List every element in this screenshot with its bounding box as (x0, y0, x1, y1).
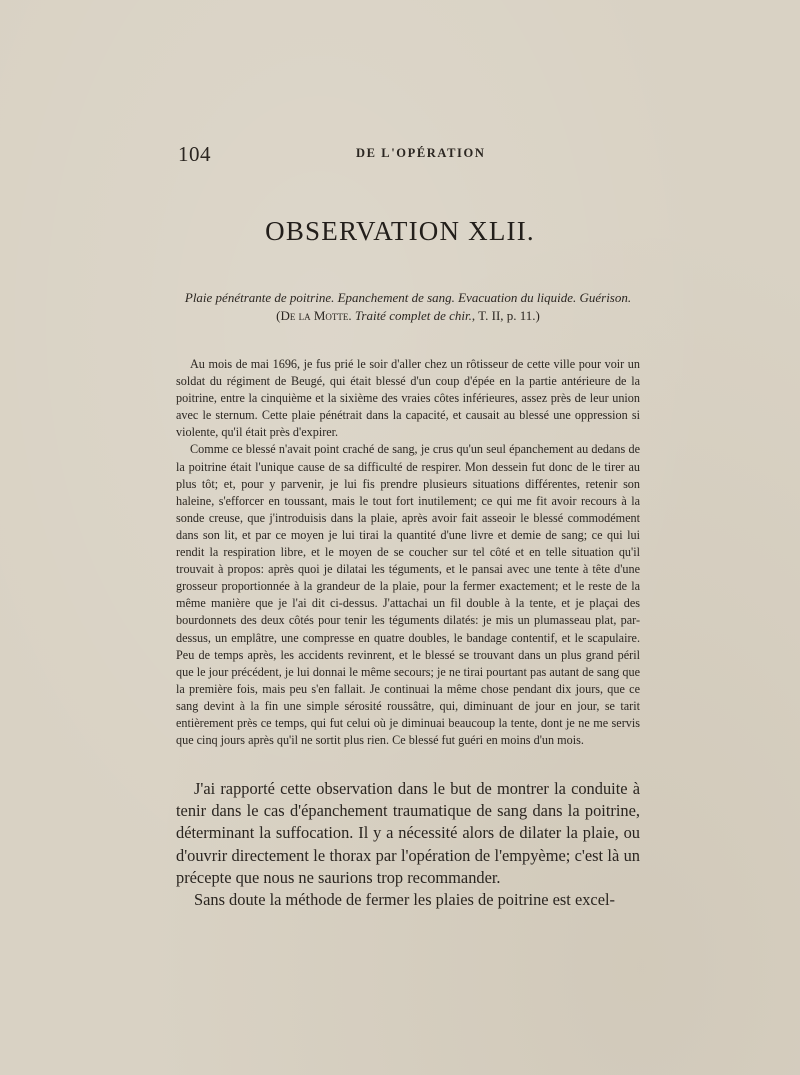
citation-paren: ( (276, 308, 281, 323)
citation-author: De la Motte. (280, 308, 352, 323)
observation-paragraph: Comme ce blessé n'avait point craché de sang, je crus qu'un seul épanchement au dedans de la poitrine était l'unique cause de sa difficulté de respirer. Mon dessein fut donc de le tirer au plus tôt; et, pour y parvenir, je lui fis prendre plusieurs situations différentes, retenir son haleine, s'efforcer en toussant, mais le tout fort inutilement; ce qui me fit avoir recours à la sonde creuse, que j'introduisis dans la plaie, après avoir fait asseoir le blessé commodément dans son lit, et par ce moyen je lui tirai la quantité d'une livre et demie de sang; ce qui lui rendit la respiration libre, et le moyen de se coucher sur tel côté et en telle situation qu'il trouvait à propos: après quoi je dilatai les téguments, et le pansai avec une tente à tête d'une grosseur proportionnée à la grandeur de la plaie, pour la fermer exactement; et le reste de la même manière que je l'ai dit ci-dessus. J'attachai un fil double à la tente, et je plaçai des bourdonnets des deux côtés pour tenir les téguments dilatés: je mis un plumasseau plat, par-dessus, un emplâtre, une compresse en quatre doubles, le bandage contentif, et le scapulaire. Peu de temps après, les accidents revinrent, et le blessé se trouvant dans un plus grand péril que le jour précédent, je lui donnai le même secours; je ne tirai pourtant pas autant de sang que la première fois, mais peu s'en fallait. Je continuai la même chose pendant dix jours, que ce sang devint à la fin une simple sérosité roussâtre, qui, diminuant de jour en jour, se tarit entièrement près ce temps, qui fut celui où je diminuai beaucoup la tente, dont je ne me servis que cinq jours après qu'il ne sortit plus rien. Ce blessé fut guéri en moins d'un mois. (176, 442, 640, 748)
subtitle-citation (176, 307, 640, 325)
commentary-paragraph: J'ai rapporté cette observation dans le but de montrer la conduite à tenir dans le cas d'épanchement traumatique de sang dans la poitrine, déterminant la suffocation. Il y a nécessité alors de dilater la plaie, ou d'ouvrir directement le thorax par l'opération de l'empyème; c'est là un précepte que nous ne saurions trop recommander. (176, 779, 640, 887)
commentary-body (176, 778, 640, 911)
running-title: DE L'OPÉRATION (356, 146, 486, 160)
subtitle-summary: Plaie pénétrante de poitrine. Epanchement de sang. Evacuation du liquide. Guérison. (184, 290, 632, 305)
observation-title: OBSERVATION XLII. (265, 216, 535, 246)
observation-body (176, 356, 640, 749)
page-number: 104 (178, 142, 211, 166)
commentary-paragraph: Sans doute la méthode de fermer les plaies de poitrine est excel- (194, 890, 615, 910)
running-head (178, 142, 638, 166)
observation-paragraph: Au mois de mai 1696, je fus prié le soir d'aller chez un rôtisseur de cette ville pour voir un soldat du régiment de Beugé, qui était blessé d'un coup d'épée en la partie antérieure de la poitrine, entre la cinquième et la sixième des vraies côtes inférieures, assez près de leur union avec le sternum. Cette plaie pénétrait dans la capacité, et causait au blessé une oppression si violente, qu'il était près d'expirer. (176, 357, 640, 440)
citation-work: Traité complet de chir. (354, 308, 472, 323)
observation-subtitle (176, 289, 640, 325)
citation-reference: , T. II, p. 11.) (471, 308, 540, 323)
